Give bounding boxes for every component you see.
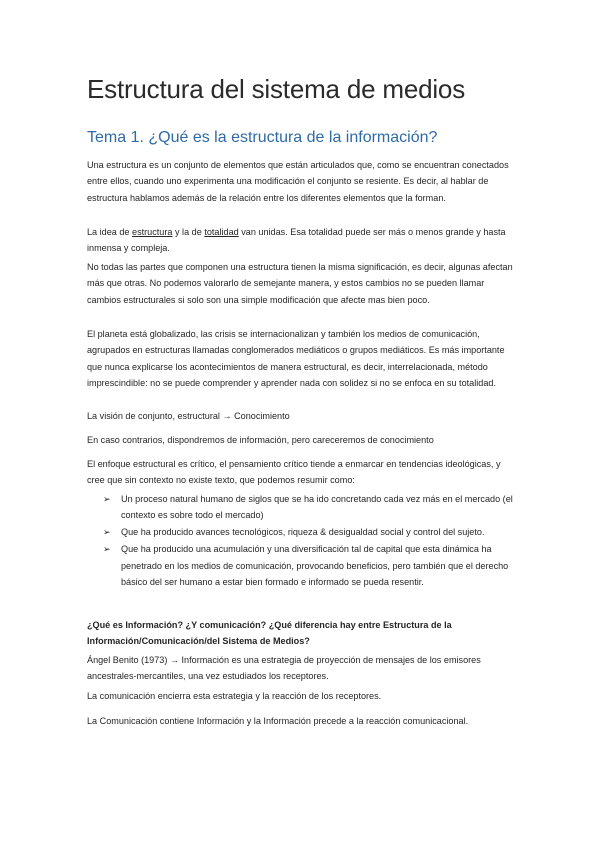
list-item [103, 491, 513, 524]
underlined-term-totalidad: totalidad [204, 227, 239, 237]
question-heading: ¿Qué es Información? ¿Y comunicación? ¿Qué diferencia hay entre Estructura de la Información/Comunicación/del Sistema de Medios? [87, 620, 452, 647]
text-fragment: y la de [172, 227, 205, 237]
arrow-bullet-icon: ➢ [103, 544, 111, 555]
list-item [103, 524, 513, 540]
text-fragment: La idea de [87, 227, 133, 237]
document-title: Estructura del sistema de medios [87, 74, 465, 104]
paragraph-globalization: El planeta está globalizado, las crisis se internacionalizan y también los medios de comunicación, agrupados en estructuras llamadas conglomerados mediáticos o grupos mediáticos. Es más importante que nunca explicarse los acontecimientos de manera estructural, es decir, interrelacionada, método imprescindible: no se puede comprender y aprender nada con solidez si no se enfoca en su totalidad. [87, 329, 505, 389]
paragraph-structure-definition: Una estructura es un conjunto de elementos que están articulados que, como se encuentran conectados entre ellos, cuando uno experimenta una modificación el conjunto se resiente. Es decir, al hablar de estructura hablamos además de la relación entre los diferentes elementos que la forman. [87, 160, 509, 203]
underlined-term-estructura: estructura [132, 227, 173, 237]
paragraph-angel-benito: Ángel Benito (1973) → Información es una estrategia de proyección de mensajes de los emisores ancestrales-mercantiles, una vez estudiados los receptores. [87, 655, 481, 682]
text-fragment: van unidas. Esa totalidad puede ser más o menos grande y hasta inmensa y compleja. [87, 227, 506, 254]
paragraph-communication-contains: La Comunicación contiene Información y la Información precede a la reacción comunicacional. [87, 716, 469, 726]
paragraph-parts: No todas las partes que componen una estructura tienen la misma significación, es decir, algunas afectan más que otras. No podemos valorarlo de semejante manera, y estos cambios no se pueden llamar cambios estructurales si solo son una simple modificación que afecte mas bien poco. [87, 262, 513, 305]
list-item-text: Que ha producido una acumulación y una diversificación tal de capital que esta dinámica ha penetrado en los medios de comunicación, provocando beneficios, pero también que el derecho básico del ser humano a estar bien formado e informado se pueda resentir. [121, 544, 509, 588]
paragraph-contrary: En caso contrarios, dispondremos de información, pero careceremos de conocimiento [87, 435, 434, 445]
paragraph-vision: La visión de conjunto, estructural → Conocimiento [87, 411, 290, 421]
bullet-list [103, 491, 513, 591]
paragraph-critical-approach: El enfoque estructural es crítico, el pensamiento crítico tiende a enmarcar en tendencias ideológicas, y cree que sin contexto no existe texto, que podemos resumir como: [87, 459, 501, 486]
section-heading: Tema 1. ¿Qué es la estructura de la información? [87, 129, 438, 146]
paragraph-totality [87, 224, 515, 257]
arrow-bullet-icon: ➢ [103, 494, 111, 504]
list-item-text: Un proceso natural humano de siglos que se ha ido concretando cada vez más en el mercado (el contexto es sobre todo el mercado) [121, 494, 513, 521]
arrow-bullet-icon: ➢ [103, 527, 111, 538]
list-item-text: Que ha producido avances tecnológicos, riqueza & desigualdad social y control del sujeto. [121, 527, 485, 538]
list-item [103, 541, 513, 590]
paragraph-communication: La comunicación encierra esta estrategia y la reacción de los receptores. [87, 691, 382, 701]
